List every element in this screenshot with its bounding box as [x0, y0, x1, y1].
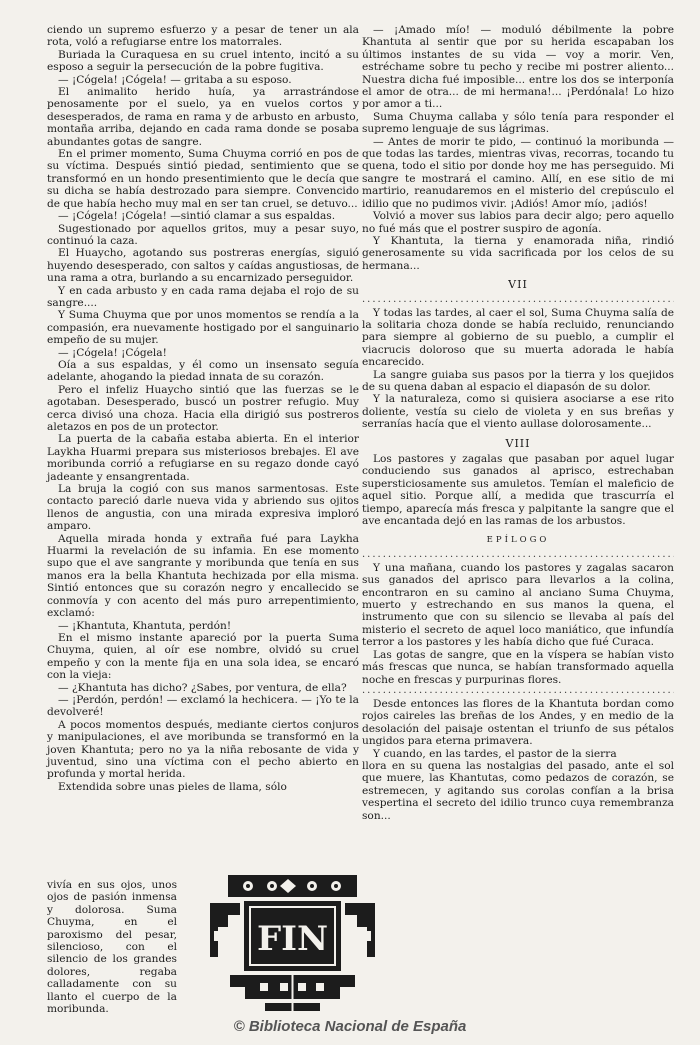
- paragraph: — ¡Perdón, perdón! — exclamó la hechicera. — ¡Yo te la devolveré!: [47, 693, 359, 719]
- paragraph: En el mismo instante apareció por la puerta Suma Chuyma, quien, al oír ese nombre, olvidó su cruel empeño y con la mente fija en una sola idea, se encaró con la vieja:: [47, 631, 359, 682]
- section-vii-body: [362, 307, 674, 431]
- paragraph: A pocos momentos después, mediante ciertos conjuros y manipulaciones, el ave moribunda se transformó en la joven Khantuta; pero no ya la niña rebosante de vida y juventud, sino una víctima con el pecho abierto en profunda y mortal herida.: [47, 718, 359, 781]
- paragraph: Volvió a mover sus labios para decir algo; pero aquello no fué más que el postrer suspiro de agonía.: [362, 210, 674, 235]
- paragraph: Y la naturaleza, como si quisiera asociarse a ese rito doliente, vestía su cielo de violeta y en sus breñas y serranías hacía que el viento aullase dolorosamente...: [362, 393, 674, 431]
- paragraph: — ¡Cógela! ¡Cógela! — gritaba a su esposo.: [58, 73, 292, 86]
- paragraph: El animalito herido huía, ya arrastrándose penosamente por el suelo, ya en vuelos cortos y desesperados, de rama en rama y de arbusto en arbusto, montaña arriba, dejando en cada rama donde se posaba abundantes gotas de sangre.: [47, 86, 359, 148]
- epilogue-wrap-text: llora en su quena las nostalgias del pasado, ante el sol que muere, las Khantutas, como pedazos de corazón, se estremecen, y agitando sus corolas confían a la brisa vespertina el secreto del idilio trunco cuya remembranza son...: [362, 759, 674, 822]
- paragraph: Pero el infeliz Huaycho sintió que las fuerzas se le agotaban. Desesperado, buscó un postrer refugio. Muy cerca divisó una choza. Hacia ella dirigió sus postreros aletazos en pos de un protector.: [47, 383, 359, 433]
- epilogue-body: [362, 562, 674, 686]
- right-column: [362, 24, 674, 822]
- paragraph: La puerta de la cabaña estaba abierta. En el interior Laykha Huarmi prepara sus misteriosos brebajes. El ave moribunda corrió a refugiarse en su regazo donde cayó jadeante y ensangrentada.: [47, 433, 359, 483]
- paragraph: Los pastores y zagalas que pasaban por aquel lugar conduciendo sus ganados al aprisco, estrechaban supersticiosamente sus amuletos. Temían el maleficio de aquel sitio. Porque allí, a medida que trascurría el tiempo, aparecía más fresca y palpitante la sangre que el ave encantada dejó en las ramas de los arbustos.: [362, 453, 674, 528]
- paragraph: El Huaycho, agotando sus postreras energías, siguió huyendo desesperado, con saltos y caídas angustiosas, de una rama a otra, burlando a su encarnizado perseguidor.: [47, 247, 359, 285]
- paragraph: Buriada la Curaquesa en su cruel intento, incitó a su esposo a seguir la persecución de la pobre fugitiva.: [47, 48, 359, 74]
- left-wrap-text: vivía en sus ojos, unos ojos de pasión inmensa y dolorosa. Suma Chuyma, en el paroxismo del pesar, silencioso, con el silencio de los grandes dolores, regaba calladamente con su llanto el cuerpo de la moribunda.: [47, 879, 177, 1016]
- paragraph: ciendo un supremo esfuerzo y a pesar de tener un ala rota, voló a refugiarse entre los matorrales.: [47, 24, 359, 49]
- paragraph: Las gotas de sangre, que en la víspera se habían visto más frescas que nunca, se habían transformado aquella noche en frescas y purpurinas flores.: [362, 648, 674, 686]
- fin-ornament: [210, 865, 375, 1015]
- dotted-separator: [362, 295, 674, 305]
- paragraph: La bruja la cogió con sus manos sarmentosas. Este contacto pareció darle nueva vida y abriendo sus ojitos llenos de angustia, con una mirada expresiva imploró amparo.: [47, 483, 359, 533]
- paragraph: Desde entonces las flores de la Khantuta bordan como rojos caireles las breñas de los Andes, y en medio de la desolación del paisaje ostentan el triunfo de sus pétalos ungidos para eterna primavera.: [362, 697, 674, 748]
- fin-label: FIN: [256, 919, 329, 959]
- paragraph: Y en cada arbusto y en cada rama dejaba el rojo de su sangre....: [47, 284, 359, 309]
- paragraph: Sugestionado por aquellos gritos, muy a pesar suyo, continuó la caza.: [47, 222, 359, 247]
- paragraph: Aquella mirada honda y extraña fué para Laykha Huarmi la revelación de su infamia. En ese momento supo que el ave sangrante y moribunda que tenía en sus manos era la bella Khantuta hechizada por ella misma. Sintió entonces que su corazón negro y encallecido se conmovía y con acento del más puro arrepentimiento, exclamó:: [47, 532, 359, 620]
- dotted-separator: [362, 686, 674, 696]
- paragraph: Y todas las tardes, al caer el sol, Suma Chuyma salía de la solitaria choza donde se había recluido, renunciando para siempre al gobierno de su pueblo, a cumplir el viacrucis doloroso que su muerta adorada le había encarecido.: [362, 306, 674, 369]
- paragraph: — ¡Amado mío! — moduló débilmente la pobre Khantuta al sentir que por su herida escapaban los últimos instantes de su vida — voy a morir. Ven, estréchame sobre tu pecho y recibe mi postrer aliento... Nuestra dicha fué imposible... entre los dos se interponía el amor de otra... de mi hermana!... ¡Perdónala! Lo hizo por amor a ti...: [362, 24, 674, 111]
- paragraph: Y una mañana, cuando los pastores y zagalas sacaron sus ganados del aprisco para llevarlos a la colina, encontraron en su camino al anciano Suma Chuyma, muerto y estrechando en sus manos la quena, el instrumento que con su silencio se llevaba al país del misterio el secreto de aquel loco maniático, que infundía terror a los pastores y les había dicho que fué Curaca.: [362, 561, 674, 649]
- paragraph: — ¡Cógela! ¡Cógela! —sintió clamar a sus espaldas.: [58, 210, 336, 223]
- paragraph: La sangre guiaba sus pasos por la tierra y los quejidos de su quena daban al espacio el diapasón de su dolor.: [362, 368, 674, 393]
- epilogue-heading: EPÍLOGO: [486, 535, 550, 546]
- section-viii-body: [362, 453, 674, 527]
- paragraph: Y Suma Chuyma que por unos momentos se rendía a la compasión, era nuevamente hostigado por el sanguinario empeño de su mujer.: [47, 309, 359, 347]
- paragraph: — ¡Cógela! ¡Cógela!: [58, 346, 167, 359]
- paragraph: Y Khantuta, la tierna y enamorada niña, rindió generosamente su vida sacrificada por los celos de su hermana...: [362, 234, 674, 272]
- dotted-separator: [362, 550, 674, 560]
- paragraph: Y cuando, en las tardes, el pastor de la sierra: [373, 747, 617, 760]
- paragraph: Oía a sus espaldas, y él como un insensato seguía adelante, ahogando la piedad innata de su corazón.: [47, 358, 359, 384]
- paragraph: Extendida sobre unas pieles de llama, sólo: [58, 780, 287, 793]
- copyright-footer: © Biblioteca Nacional de España: [233, 1018, 467, 1035]
- paragraph: — Antes de morir te pido, — continuó la moribunda — que todas las tardes, mientras vivas, recorras, tocando tu quena, todo el sitio por donde hoy me has perseguido. Mi sangre te mostrará el camino. Allí, en ese sitio de mi martirio, reanudaremos en el misterio del crepúsculo el idilio que no pudimos vivir. ¡Adiós! Amor mío, ¡adiós!: [362, 135, 674, 210]
- epilogue-closing: [362, 698, 674, 760]
- section-viii-heading: VIII: [505, 436, 531, 450]
- paragraph: Suma Chuyma callaba y sólo tenía para responder el supremo lenguaje de sus lágrimas.: [362, 110, 674, 136]
- left-column: [47, 24, 359, 793]
- left-wrap-area: [47, 879, 197, 1015]
- paragraph: — ¿Khantuta has dicho? ¿Sabes, por ventura, de ella?: [58, 681, 347, 694]
- paragraph: — ¡Khantuta, Khantuta, perdón!: [58, 619, 232, 632]
- section-vii-heading: VII: [508, 278, 528, 292]
- paragraph: En el primer momento, Suma Chuyma corrió en pos de su víctima. Después sintió piedad, sentimiento que se transformó en un hondo presentimiento que le decía que su dicha se había destrozado para siempre. Convencido de que había hecho muy mal en ser tan cruel, se detuvo...: [47, 148, 359, 210]
